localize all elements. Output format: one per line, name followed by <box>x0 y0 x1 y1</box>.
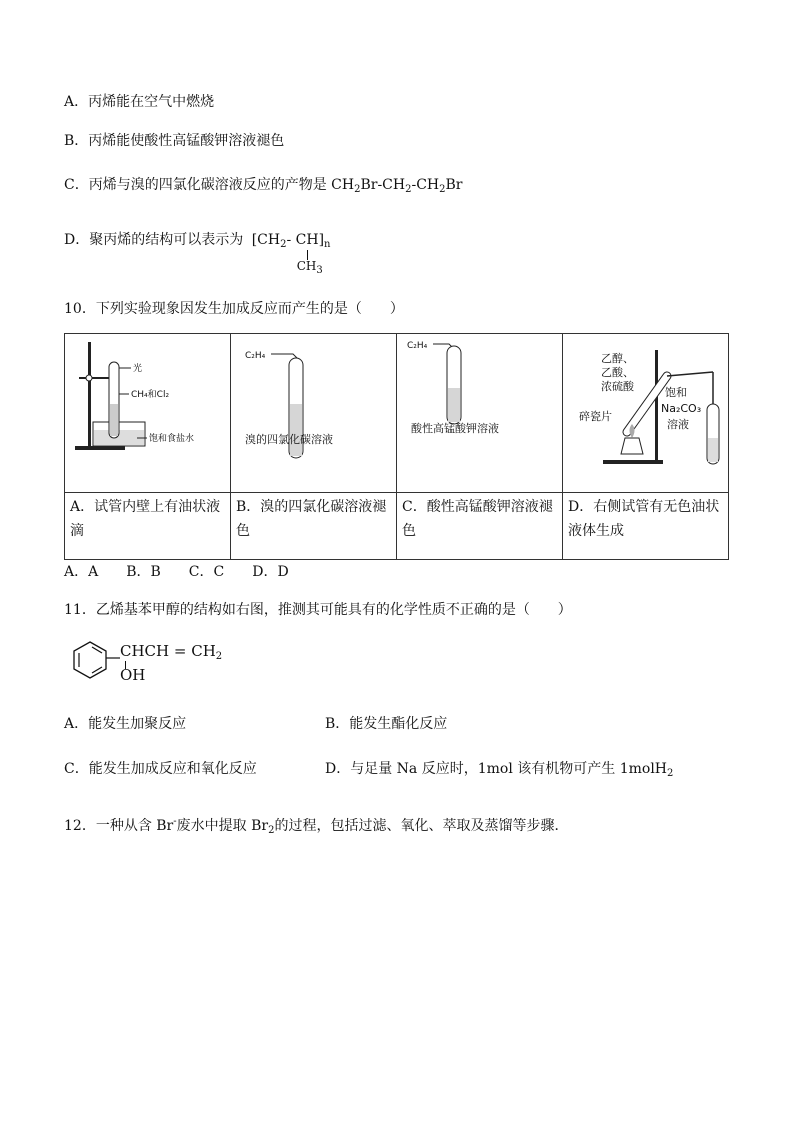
q10-apparatus-b <box>231 334 397 493</box>
bromine-label: 溴的四氯化碳溶液 <box>245 433 333 446</box>
reagent-acetic-acid: 乙酸、 <box>601 366 634 379</box>
q9-option-b: B．丙烯能使酸性高锰酸钾溶液褪色 <box>64 133 285 149</box>
solution-label: 溶液 <box>667 418 689 431</box>
bracket-right: ] <box>318 232 325 248</box>
q9-option-c: C．丙烯与溴的四氯化碳溶液反应的产物是 $CH_2Br-CH_2-CH_2Br$ <box>64 177 463 195</box>
clamp-knob <box>86 375 92 381</box>
q11-option-a: A．能发生加聚反应 <box>64 716 187 732</box>
q10-apparatus-d <box>563 334 729 493</box>
q9-option-c-text: C．丙烯与溴的四氯化碳溶液反应的产物是 CH <box>64 177 355 193</box>
q9-option-d: D．聚丙烯的结构可以表示为 [$CH_2-$ $CH]_n$ $CH_3$ <box>64 232 331 276</box>
methane-chlorine-apparatus <box>65 334 230 492</box>
q9-option-a: A．丙烯能在空气中燃烧 <box>64 94 215 110</box>
q10-stem: 10．下列实验现象因发生加成反应而产生的是（ ） <box>64 301 404 317</box>
stand-rod-d <box>655 350 658 462</box>
methyl-group: $CH_3$ <box>296 259 323 276</box>
esterification-apparatus <box>563 334 731 492</box>
reagent-sulfuric-acid: 浓硫酸 <box>601 380 634 393</box>
hydroxyl-group: OH <box>120 666 146 684</box>
salt-water-label: 饱和食盐水 <box>149 434 195 444</box>
vinyl-chain: CHCH = $CH_2$ <box>120 642 223 662</box>
q10-apparatus-c <box>397 334 563 493</box>
benzene-ring-icon <box>72 640 120 680</box>
ch4-cl2-label: CH₄和Cl₂ <box>131 390 170 400</box>
q10-cell-d: D．右侧试管有无色油状液体生成 <box>563 493 729 560</box>
q10-answer-options: A．A B．B C．C D．D <box>64 564 289 580</box>
vinyl-benzyl-alcohol-structure <box>72 640 232 686</box>
tube-liquid <box>110 404 118 436</box>
stand-base <box>75 446 125 450</box>
c2h4-label-b: C₂H₄ <box>245 351 266 361</box>
q10-cell-b: B．溴的四氯化碳溶液褪色 <box>231 493 397 560</box>
alcohol-lamp <box>621 438 643 454</box>
na2co3-label: Na₂CO₃ <box>661 402 702 415</box>
q10-apparatus-a <box>65 334 231 493</box>
q11-option-d: D．与足量 Na 反应时，1mol 该有机物可产生 1molH$_2$ <box>325 761 674 779</box>
kmno4-apparatus <box>397 334 562 492</box>
bracket-left: [ <box>251 232 258 248</box>
reagent-ethanol: 乙醇、 <box>601 352 634 365</box>
q11-option-b: B．能发生酯化反应 <box>325 716 448 732</box>
stand-rod <box>88 342 91 448</box>
kmno4-label: 酸性高锰酸钾溶液 <box>411 422 499 435</box>
q12-stem: 12．一种从含 Br-废水中提取 $Br_2$的过程，包括过滤、氧化、萃取及蒸馏等步骤． <box>64 816 569 836</box>
saturated-label: 饱和 <box>665 386 687 399</box>
light-label: 光 <box>133 364 143 374</box>
q11-stem: 11．乙烯基苯甲醇的结构如右图，推测其可能具有的化学性质不正确的是（ ） <box>64 602 572 618</box>
delivery-tube <box>667 372 713 376</box>
polypropylene-formula: [$CH_2-$ $CH]_n$ $CH_3$ <box>251 232 331 276</box>
kmno4-solution <box>448 388 460 422</box>
q10-cell-a: A．试管内壁上有油状液滴 <box>65 493 231 560</box>
c2h4-label-c: C₂H₄ <box>407 341 428 351</box>
q11-option-c: C．能发生加成反应和氧化反应 <box>64 761 257 777</box>
q10-table <box>64 333 729 560</box>
q10-cell-c: C．酸性高锰酸钾溶液褪色 <box>397 493 563 560</box>
porcelain-chips-label: 碎瓷片 <box>579 410 612 423</box>
bromine-solution <box>290 404 302 456</box>
bromine-ccl4-apparatus <box>231 334 396 492</box>
